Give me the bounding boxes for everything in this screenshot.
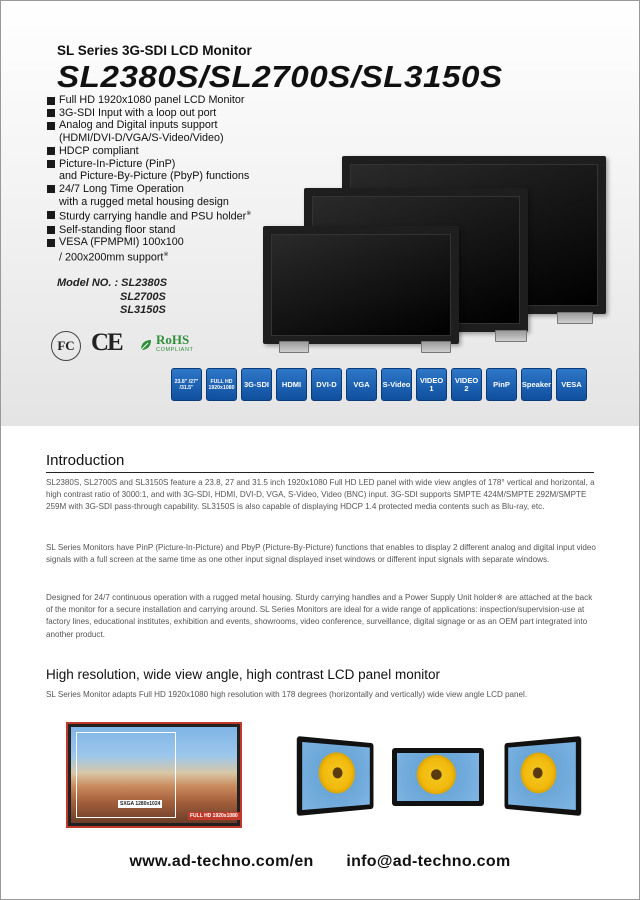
view-angle-center: [392, 748, 484, 806]
feature-item: Self-standing floor stand: [47, 224, 251, 237]
sunflower-image: [397, 753, 479, 801]
monitor-stand: [495, 330, 527, 342]
view-angle-left: [297, 736, 374, 816]
model-number: SL2380S: [121, 277, 168, 289]
introduction-heading: Introduction: [46, 452, 594, 473]
monitor-stand: [557, 312, 593, 324]
badge-vesa: VESA: [556, 368, 587, 401]
feature-item: 3G-SDI Input with a loop out port: [47, 107, 251, 120]
monitor-screen: [271, 234, 451, 336]
model-title: SL2380S/SL2700S/SL3150S: [57, 59, 503, 94]
ce-logo: CE: [91, 329, 122, 356]
badge-fullhd: FULL HD 1920x1080: [206, 368, 237, 401]
sunflower-image: [302, 742, 370, 810]
email-link[interactable]: info@ad-techno.com: [346, 853, 511, 870]
monitor-stand: [421, 341, 451, 353]
feature-item: Analog and Digital inputs support (HDMI/DVI-D/VGA/S-Video/Video): [47, 119, 251, 144]
fullhd-label: FULL HD 1920x1080: [190, 813, 238, 819]
monitor-small: [263, 226, 459, 344]
badge-video-2: VIDEO 2: [451, 368, 482, 401]
model-label: Model NO. :: [57, 277, 119, 289]
badge-video-1: VIDEO 1: [416, 368, 447, 401]
feature-badges: [171, 368, 587, 401]
badge-s-video: S-Video: [381, 368, 412, 401]
intro-paragraph: SL Series Monitors have PinP (Picture-In-Picture) and PbyP (Picture-By-Picture) functions that enables to display 2 different analog and digital input video signals with a full screen at the same time as one other input signal displayed inset windows or different input signals with separate windows.: [46, 543, 596, 565]
feature-item: 24/7 Long Time Operation with a rugged metal housing design: [47, 183, 251, 208]
monitor-stand: [279, 341, 309, 353]
model-numbers: [57, 277, 167, 318]
model-number: SL2700S: [120, 290, 166, 303]
badge-speaker: Speaker: [521, 368, 552, 401]
badge-dvi-d: DVI-D: [311, 368, 342, 401]
badge-hdmi: HDMI: [276, 368, 307, 401]
feature-item: VESA (FPMPMI) 100x100 / 200x200mm support※: [47, 236, 251, 264]
badge-3g-sdi: 3G-SDI: [241, 368, 272, 401]
footer-contact: [0, 853, 640, 871]
feature-list: [47, 94, 251, 264]
badge-vga: VGA: [346, 368, 377, 401]
sunflower-image: [508, 742, 576, 810]
product-subtitle: SL Series 3G-SDI LCD Monitor: [57, 43, 252, 58]
model-number: SL3150S: [120, 304, 166, 316]
feature-item: Full HD 1920x1080 panel LCD Monitor: [47, 94, 251, 107]
intro-paragraph: SL2380S, SL2700S and SL3150S feature a 23.8, 27 and 31.5 inch 1920x1080 Full HD LED panel with wide view angles of 178° vertical and horizontal, a high contrast ratio of 3000:1, and with 3G-SDI, HDMI, DVI-D, VGA, S-Video, Video (BNC) input. 3G-SDI supports SMPTE 424M/SMPTE 292M/SMPTE 259M with 3G-SDI pass-through capability. SL3150S is also capable of displaying HDCP 1.4 protected media contents such as Blu-ray, etc.: [46, 478, 595, 512]
view-angle-right: [505, 736, 582, 816]
feature-item: Sturdy carrying handle and PSU holder※: [47, 208, 251, 223]
hero-section: [1, 1, 639, 426]
feature-item: Picture-In-Picture (PinP) and Picture-By-Picture (PbyP) functions: [47, 158, 251, 183]
sxga-label: SXGA 1280x1024: [120, 801, 161, 807]
badge-pinp: PinP: [486, 368, 517, 401]
feature-item: HDCP compliant: [47, 145, 251, 158]
rohs-logo: RoHS COMPLIANT: [139, 334, 194, 356]
fc-logo: FC: [51, 331, 81, 361]
leaf-icon: [139, 338, 153, 352]
website-link[interactable]: www.ad-techno.com/en: [129, 853, 314, 870]
badge-sizes: 23.8" /27" /31.5": [171, 368, 202, 401]
highres-heading: High resolution, wide view angle, high contrast LCD panel monitor: [46, 667, 440, 682]
intro-paragraph: Designed for 24/7 continuous operation with a rugged metal housing. Sturdy carrying handles and a Power Supply Unit holder※ are attached at the back of the monitor for a secure installation and carrying around. SL Series Monitors are ideal for a wide range of applications: inspection/supervision-use at factory lines, educational institutes, exhibition and events, showrooms, video conference, surveillance, digital signage or as an OEM part integrated into another product.: [46, 593, 593, 639]
highres-description: SL Series Monitor adapts Full HD 1920x1080 high resolution with 178 degrees (horizontally and vertically) wide view angle LCD panel.: [46, 690, 528, 699]
